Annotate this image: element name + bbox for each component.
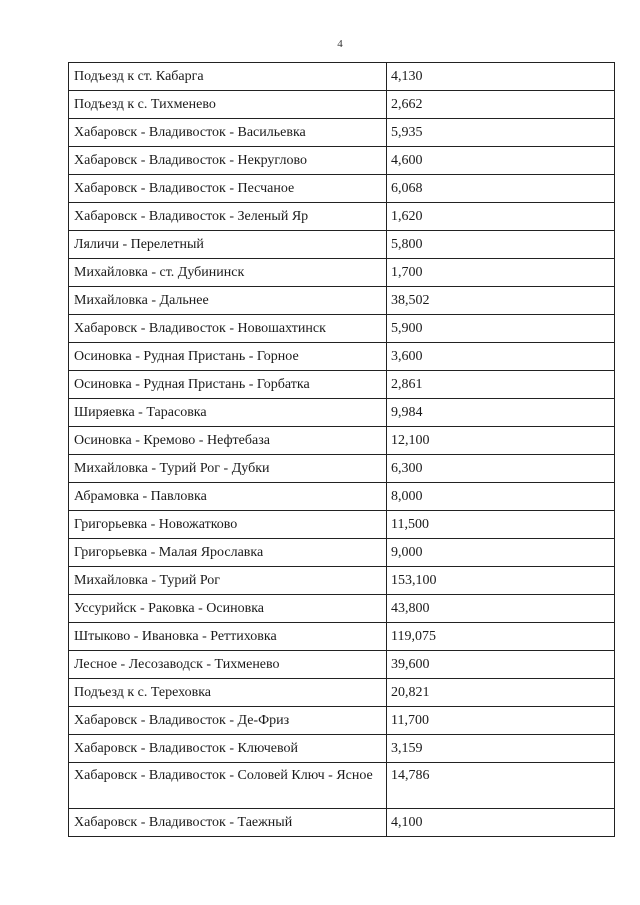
road-name: Ляличи - Перелетный: [69, 231, 387, 259]
road-name: Хабаровск - Владивосток - Ключевой: [69, 735, 387, 763]
road-length: 11,500: [387, 511, 615, 539]
table-row: [69, 287, 615, 315]
road-length: 2,861: [387, 371, 615, 399]
road-name: Хабаровск - Владивосток - Васильевка: [69, 119, 387, 147]
road-length: 3,159: [387, 735, 615, 763]
table-row: [69, 763, 615, 809]
road-name: Хабаровск - Владивосток - Новошахтинск: [69, 315, 387, 343]
table-row: [69, 595, 615, 623]
road-length: 1,700: [387, 259, 615, 287]
road-name: Уссурийск - Раковка - Осиновка: [69, 595, 387, 623]
road-name: Михайловка - Дальнее: [69, 287, 387, 315]
road-name: Хабаровск - Владивосток - Де-Фриз: [69, 707, 387, 735]
table-row: [69, 511, 615, 539]
road-length: 5,900: [387, 315, 615, 343]
road-length: 4,130: [387, 63, 615, 91]
table-row: [69, 483, 615, 511]
road-length: 43,800: [387, 595, 615, 623]
table-row: [69, 259, 615, 287]
road-length: 2,662: [387, 91, 615, 119]
road-name: Хабаровск - Владивосток - Таежный: [69, 809, 387, 837]
road-name: Ширяевка - Тарасовка: [69, 399, 387, 427]
road-name: Подъезд к с. Тереховка: [69, 679, 387, 707]
table-row: [69, 455, 615, 483]
road-name: Осиновка - Кремово - Нефтебаза: [69, 427, 387, 455]
road-length: 14,786: [387, 763, 615, 809]
road-name: Штыково - Ивановка - Реттиховка: [69, 623, 387, 651]
road-length: 12,100: [387, 427, 615, 455]
road-name: Григорьевка - Новожатково: [69, 511, 387, 539]
road-name: Михайловка - ст. Дубининск: [69, 259, 387, 287]
road-length: 6,068: [387, 175, 615, 203]
table-row: [69, 175, 615, 203]
road-length: 4,100: [387, 809, 615, 837]
road-name: Хабаровск - Владивосток - Соловей Ключ - Ясное: [69, 763, 387, 809]
table-row: [69, 343, 615, 371]
table-row: [69, 399, 615, 427]
table-row: [69, 147, 615, 175]
road-length: 8,000: [387, 483, 615, 511]
road-length: 4,600: [387, 147, 615, 175]
road-length: 6,300: [387, 455, 615, 483]
road-length: 3,600: [387, 343, 615, 371]
road-name: Абрамовка - Павловка: [69, 483, 387, 511]
road-length: 9,000: [387, 539, 615, 567]
table-row: [69, 315, 615, 343]
road-name: Хабаровск - Владивосток - Песчаное: [69, 175, 387, 203]
road-name: Хабаровск - Владивосток - Зеленый Яр: [69, 203, 387, 231]
road-length: 20,821: [387, 679, 615, 707]
table-row: [69, 539, 615, 567]
table-row: [69, 63, 615, 91]
road-name: Лесное - Лесозаводск - Тихменево: [69, 651, 387, 679]
road-name: Подъезд к ст. Кабарга: [69, 63, 387, 91]
road-name: Михайловка - Турий Рог: [69, 567, 387, 595]
roads-table: [68, 62, 615, 837]
road-name: Хабаровск - Владивосток - Некруглово: [69, 147, 387, 175]
road-name: Осиновка - Рудная Пристань - Горбатка: [69, 371, 387, 399]
table-row: [69, 809, 615, 837]
road-length: 9,984: [387, 399, 615, 427]
table-row: [69, 567, 615, 595]
page-number: 4: [337, 38, 343, 50]
table-row: [69, 427, 615, 455]
road-length: 5,800: [387, 231, 615, 259]
table-row: [69, 735, 615, 763]
road-length: 153,100: [387, 567, 615, 595]
road-length: 1,620: [387, 203, 615, 231]
table-row: [69, 707, 615, 735]
table-row: [69, 679, 615, 707]
road-length: 39,600: [387, 651, 615, 679]
table-row: [69, 623, 615, 651]
road-length: 119,075: [387, 623, 615, 651]
road-name: Михайловка - Турий Рог - Дубки: [69, 455, 387, 483]
road-name: Григорьевка - Малая Ярославка: [69, 539, 387, 567]
road-length: 11,700: [387, 707, 615, 735]
road-name: Осиновка - Рудная Пристань - Горное: [69, 343, 387, 371]
table-row: [69, 371, 615, 399]
road-length: 38,502: [387, 287, 615, 315]
road-name: Подъезд к с. Тихменево: [69, 91, 387, 119]
table-row: [69, 651, 615, 679]
table-row: [69, 231, 615, 259]
table-row: [69, 119, 615, 147]
table-row: [69, 91, 615, 119]
table-row: [69, 203, 615, 231]
road-length: 5,935: [387, 119, 615, 147]
